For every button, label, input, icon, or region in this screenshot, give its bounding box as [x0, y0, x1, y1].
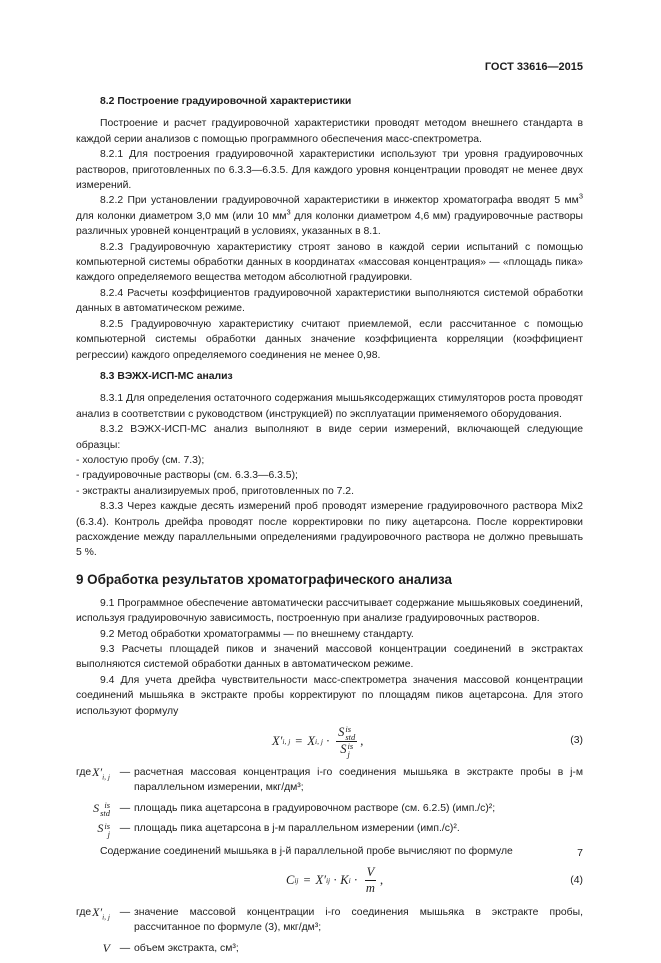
- paragraph-8-2-2: 8.2.2 При установлении градуировочной характеристики в инжектор хроматографа вводят 5 $мм^3$ для колонки диаметром 3,0 мм (или 10 $мм^3$ для колонки диаметром 4,6 мм) градуировочные растворы различных уровней концентраций в условиях, указанных в 8.1.: [76, 191, 583, 238]
- paragraph-8-2-1: 8.2.1 Для построения градуировочной характеристики используют три уровня градуировочных растворов, приготовленных по 6.3.3—6.3.5. Для каждого уровня концентрации проводят не менее двух измерений.: [76, 149, 583, 192]
- paragraph-8-2-3: 8.2.3 Градуировочную характеристику строят заново в каждой серии испытаний с помощью компьютерной системы обработки данных в координатах «массовая концентрация» — «площадь пика» каждого определяемого вещества методом абсолютной градуировки.: [76, 241, 583, 284]
- definition-text: расчетная массовая концентрация i-го соединения мышьяка в экстракте пробы в j-м параллельном измерении, мкг/дм³;: [134, 767, 583, 794]
- page-number: 7: [577, 847, 583, 859]
- paragraph-8-3-2: 8.3.2 ВЭЖХ-ИСП-МС анализ выполняют в виде серии измерений, включающей следующие образцы:: [76, 424, 583, 451]
- list-item: - градуировочные растворы (см. 6.3.3—6.3.5);: [76, 470, 298, 482]
- paragraph-8-3-3: 8.3.3 Через каждые десять измерений проб проводят измерение градуировочного раствора Mix2 (6.3.4). Контроль дрейфа проводят после корректировки по пику ацетарсона. После корректировки расхождение между параллельными определениями градуировочного раствора не должно превышать 5 %.: [76, 501, 583, 559]
- definitions-list: где $X'_{i, j}$ — значение массовой концентрации i-го соединения мышьяка в экстракте пробы, рассчитанное по формуле (3), мкг/дм³; V — объем экстракта, см³;: [76, 905, 583, 955]
- paragraph-9-1: 9.1 Программное обеспечение автоматически рассчитывает содержание мышьяковых соединений, используя градуировочную зависимость, построенную при анализе градуировочных растворов.: [76, 597, 583, 625]
- formula-4: C ij = X′ ij · K i · $\frac{V}{m}$ , (4): [286, 865, 583, 896]
- paragraph-9-3: 9.3 Расчеты площадей пиков и значений массовой концентрации соединений в экстрактах выполняются системой обработки данных в автоматическом режиме.: [76, 644, 583, 671]
- where-label: где: [76, 767, 92, 779]
- formula-3: X′ i, j = X i, j · S is std S is j , (3): [272, 724, 583, 760]
- fraction: $\frac{V}{m}$: [365, 865, 375, 896]
- section-8-3-title: 8.3 ВЭЖХ-ИСП-МС анализ: [100, 370, 233, 382]
- definitions-list: где $X'_{i, j}$ — расчетная массовая концентрация i-го соединения мышьяка в экстракте пробы в j-м параллельном измерении, мкг/дм³; S is std — площадь пика ацетарсона в градуировочном растворе (см. 6.2.5) (имп./с)²; S is j — площадь пика ацетарсона в j-м параллельном измерении (имп./с)².: [76, 765, 583, 839]
- definition-text: площадь пика ацетарсона в j-м параллельном измерении (имп./с)².: [134, 823, 460, 835]
- list-item: - холостую пробу (см. 7.3);: [76, 454, 205, 466]
- paragraph-8-2-5: 8.2.5 Градуировочную характеристику считают приемлемой, если рассчитанное с помощью компьютерной системы обработки данных значение коэффициента корреляции (коэффициент регрессии) каждого определяемого соединения не менее 0,98.: [76, 318, 583, 361]
- paragraph-8-3-1: 8.3.1 Для определения остаточного содержания мышьяксодержащих стимуляторов роста проводят анализ в соответствии с руководством (инструкцией) по эксплуатации применяемого оборудования.: [76, 393, 583, 420]
- where-label: где: [76, 907, 92, 919]
- fraction: S is std S is j: [338, 724, 356, 760]
- paragraph-8-2-4: 8.2.4 Расчеты коэффициентов градуировочной характеристики выполняются системой обработки данных в автоматическом режиме.: [76, 287, 583, 315]
- standard-number: ГОСТ 33616—2015: [484, 61, 583, 73]
- section-8-2-title: 8.2 Построение градуировочной характеристики: [100, 96, 352, 107]
- paragraph: Содержание соединений мышьяка в j-й параллельной пробе вычисляют по формуле: [100, 845, 513, 857]
- definition-text: площадь пика ацетарсона в градуировочном растворе (см. 6.2.5) (имп./с)²;: [134, 802, 496, 814]
- definition-text: значение массовой концентрации i-го соединения мышьяка в экстракте пробы, рассчитанное по формуле (3), мкг/дм³;: [134, 907, 583, 934]
- paragraph-9-2: 9.2 Метод обработки хроматограммы — по внешнему стандарту.: [100, 628, 414, 640]
- definition-text: объем экстракта, см³;: [134, 942, 239, 954]
- formula-number: (4): [570, 875, 583, 887]
- formula-number: (3): [570, 735, 583, 747]
- section-9-title: 9 Обработка результатов хроматографического анализа: [76, 571, 452, 587]
- paragraph-9-4: 9.4 Для учета дрейфа чувствительности масс-спектрометра значения массовой концентрации соединений мышьяка в экстракте пробы корректируют по площадям пиков ацетарсона. Для этого используют формулу: [76, 674, 583, 717]
- page-body: [76, 94, 583, 963]
- list-item: - экстракты анализируемых проб, приготовленных по 7.2.: [76, 485, 354, 497]
- paragraph: Построение и расчет градуировочной характеристики проводят методом внешнего стандарта в каждой серии анализов с помощью программного обеспечения масс-спектрометра.: [76, 118, 583, 145]
